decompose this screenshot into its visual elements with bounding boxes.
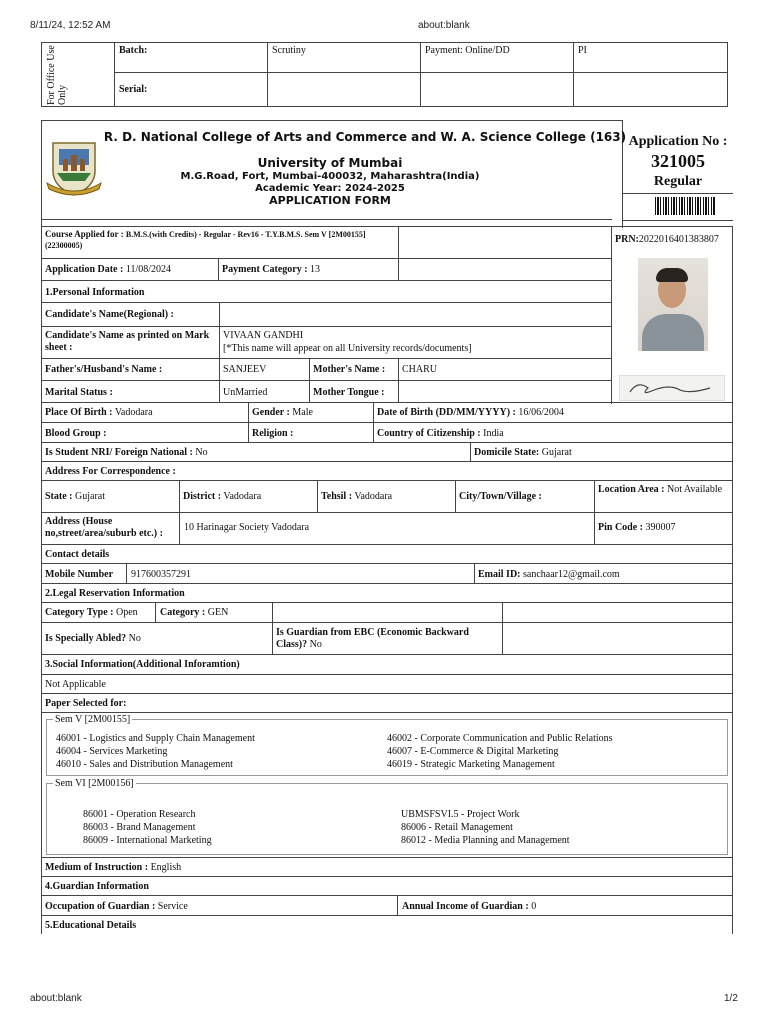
sem6-paper-3: 86009 - International Marketing [83,835,212,846]
specially-abled: Is Specially Abled? No [45,633,141,644]
sem5-paper-3: 46010 - Sales and Distribution Management [56,759,233,770]
sem5-legend: Sem V [2M00155] [55,714,131,725]
university-name: University of Mumbai [257,156,403,170]
academic-year: Academic Year: 2024-2025 [255,183,405,194]
citizenship: Country of Citizenship : India [377,428,504,439]
tehsil: Tehsil : Vadodara [321,491,393,502]
prn [612,232,722,248]
pin-code: Pin Code : 390007 [598,522,676,533]
course-value: B.M.S.(with Credits) - Regular - Rev16 - T.Y.B.M.S. Sem V [2M00155] (22300005) [45,230,366,250]
address-value: 10 Harinagar Society Vadodara [184,522,310,533]
sem6-legend: Sem VI [2M00156] [55,778,134,789]
contact-section-title: Contact details [45,549,110,560]
sem5-paper-6: 46019 - Strategic Marketing Management [387,759,555,770]
address-section-title: Address For Correspondence : [45,466,176,477]
course-label: Course Applied for : [45,229,124,239]
mother-tongue-label: Mother Tongue : [313,387,385,398]
blood-group-label: Blood Group : [45,428,107,439]
guardian-occupation: Occupation of Guardian : Service [45,901,188,912]
university-address: M.G.Road, Fort, Mumbai-400032, Maharashtra(India) [180,171,480,182]
name-note: [*This name will appear on all University records/documents] [223,343,472,354]
print-footer-url: about:blank [30,993,82,1004]
place-of-birth: Place Of Birth : Vadodara [45,407,153,418]
papers-section-title: Paper Selected for: [45,698,127,709]
prn-label: PRN: [615,234,639,245]
name-marksheet: VIVAAN GANDHI [223,330,304,341]
category-type: Category Type : Open [45,607,138,618]
category: Category : GEN [160,607,229,618]
sem5-paper-5: 46007 - E-Commerce & Digital Marketing [387,746,559,757]
print-timestamp: 8/11/24, 12:52 AM [30,20,111,31]
guardian-ebc: Is Guardian from EBC (Economic Backward Class)? No [276,627,469,650]
sem5-paper-4: 46002 - Corporate Communication and Public Relations [387,733,613,744]
sem6-paper-5: 86006 - Retail Management [401,822,513,833]
sem5-paper-2: 46004 - Services Marketing [56,746,168,757]
guardian-income: Annual Income of Guardian : 0 [402,901,537,912]
course-applied [42,227,397,253]
location-area: Location Area : Not Available [598,484,723,495]
college-name: R. D. National College of Arts and Commerce and W. A. Science College (163) [103,130,627,144]
legal-section-title: 2.Legal Reservation Information [45,588,185,599]
education-section-title: 5.Educational Details [45,920,137,931]
social-value: Not Applicable [45,679,106,690]
batch-label: Batch: [119,45,148,56]
form-title: APPLICATION FORM [269,194,391,207]
guardian-section-title: 4.Guardian Information [45,881,149,892]
mother-name-label: Mother's Name : [313,364,386,375]
domicile-state: Domicile State: Gujarat [474,447,572,458]
mobile-label: Mobile Number [45,569,114,580]
candidate-signature [619,375,725,401]
prn-value: 2022016401383807 [638,234,719,245]
district: District : Vadodara [183,491,262,502]
state: State : Gujarat [45,491,105,502]
mobile-number: 917600357291 [131,569,191,580]
medium-of-instruction: Medium of Instruction : English [45,862,182,873]
office-use-vertical-label: For Office Use Only [46,45,68,105]
application-no: 321005 [651,151,705,171]
name-marksheet-label: Candidate's Name as printed on Mark sheet : [45,330,210,353]
sem6-paper-6: 86012 - Media Planning and Management [401,835,570,846]
marital-status-label: Marital Status : [45,387,113,398]
city-label: City/Town/Village : [459,491,542,502]
marital-status: UnMarried [223,387,268,398]
payment-mode-label: Payment: Online/DD [425,45,510,56]
mother-name: CHARU [402,364,438,375]
email: Email ID: sanchaar12@gmail.com [478,569,620,580]
candidate-photo [638,258,708,351]
sem6-paper-4: UBMSFSVI.5 - Project Work [401,809,520,820]
nri-status: Is Student NRI/ Foreign National : No [45,447,208,458]
address-label: Address (House no,street/area/suburb etc.) : [45,516,163,539]
father-name: SANJEEV [223,364,267,375]
university-crest-icon [45,137,103,199]
sem6-paper-2: 86003 - Brand Management [83,822,196,833]
pi-label: PI [578,45,587,56]
print-page-title: about:blank [418,20,470,31]
application-date: Application Date : 11/08/2024 [45,264,172,275]
personal-section-title: 1.Personal Information [45,287,145,298]
print-page-count: 1/2 [724,993,738,1004]
name-regional-label: Candidate's Name(Regional) : [45,309,174,320]
religion-label: Religion : [252,428,294,439]
sem6-paper-1: 86001 - Operation Research [83,809,196,820]
gender: Gender : Male [252,407,313,418]
barcode [655,197,715,215]
social-section-title: 3.Social Information(Additional Inforamtion) [45,659,240,670]
signature-icon [620,376,724,400]
father-name-label: Father's/Husband's Name : [45,364,163,375]
application-no-label: Application No : [628,134,728,149]
date-of-birth: Date of Birth (DD/MM/YYYY) : 16/06/2004 [377,407,564,418]
serial-label: Serial: [119,84,148,95]
scrutiny-label: Scrutiny [272,45,306,56]
application-type: Regular [653,174,703,189]
sem5-paper-1: 46001 - Logistics and Supply Chain Management [56,733,255,744]
payment-category: Payment Category : 13 [222,264,321,275]
